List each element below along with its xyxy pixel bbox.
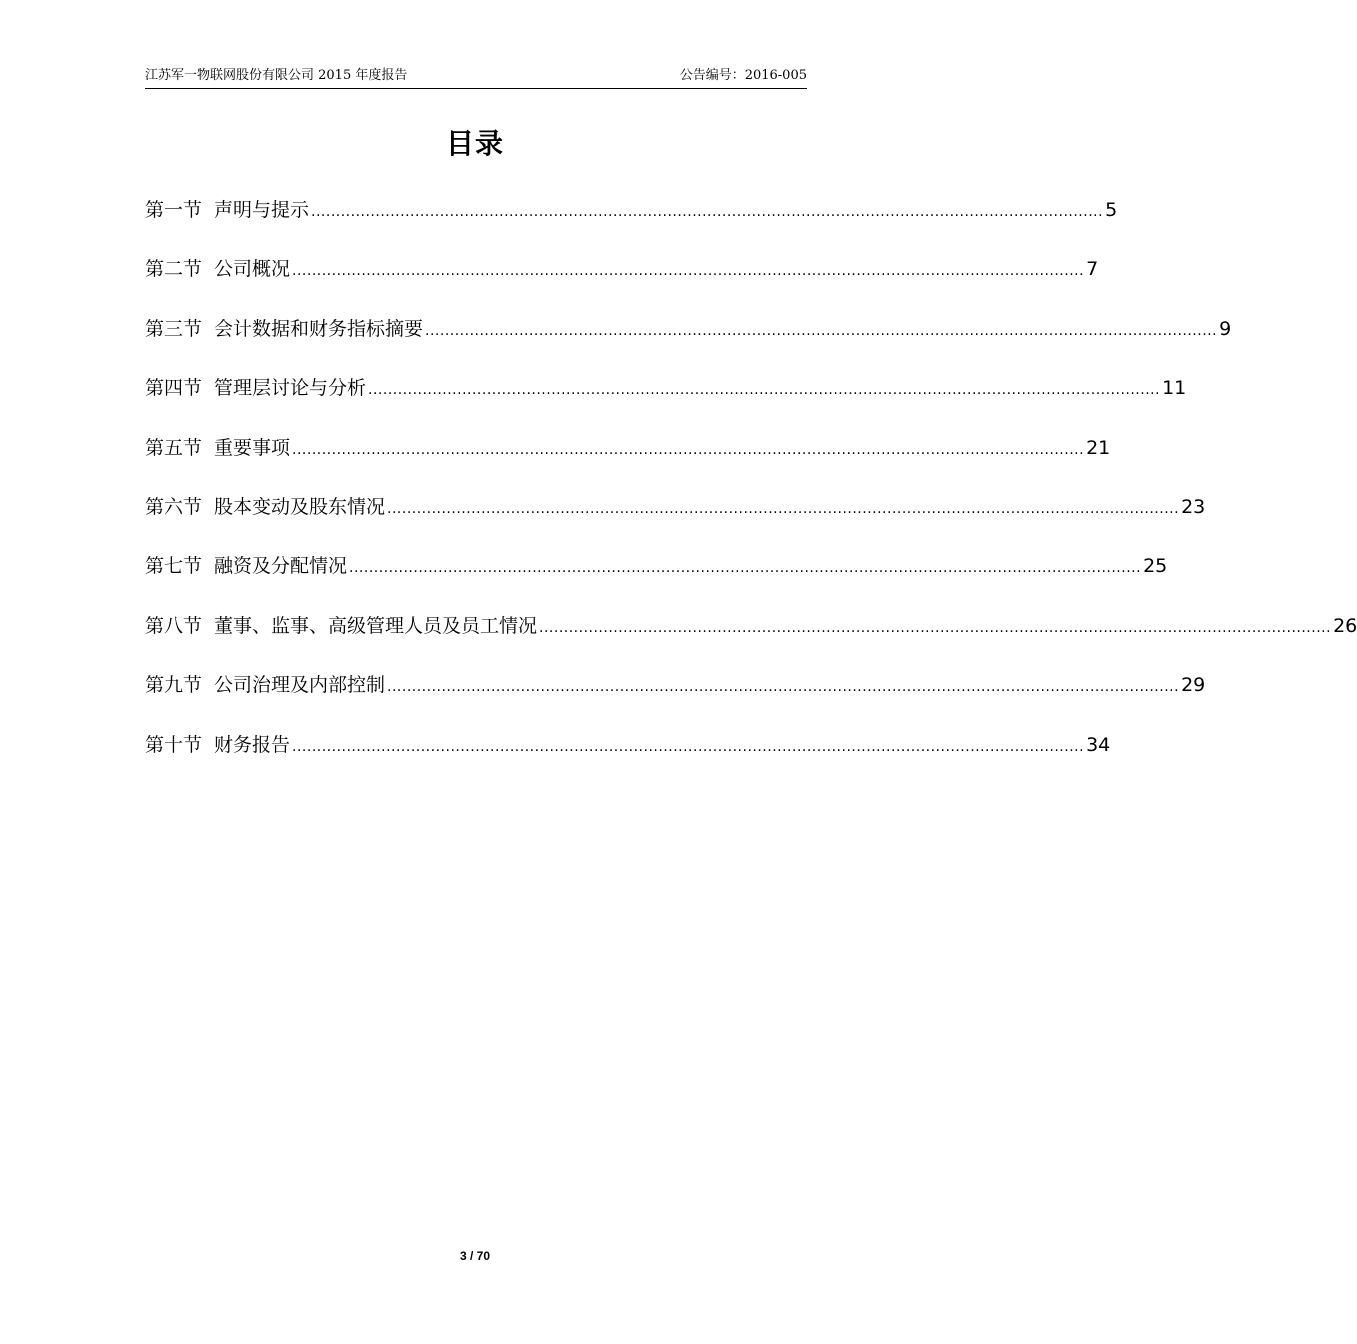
toc-entry[interactable] xyxy=(145,251,1099,310)
toc-page-number: 9 xyxy=(1219,317,1232,340)
toc-section-title: 公司治理及内部控制 xyxy=(214,674,386,697)
toc-section-number: 第七节 xyxy=(145,555,203,578)
toc-page-number: 25 xyxy=(1143,555,1168,578)
toc-section-title: 财务报告 xyxy=(214,733,291,756)
toc-section-number: 第六节 xyxy=(145,495,203,518)
toc-section-title: 公司概况 xyxy=(214,258,291,281)
toc-dot-leader: ................................................................................................................................................................ xyxy=(292,738,1085,755)
toc-section-title: 融资及分配情况 xyxy=(214,555,348,578)
toc-dot-leader: ................................................................................................................................................................ xyxy=(387,679,1180,696)
toc-entry[interactable] xyxy=(145,430,1111,489)
toc-section-number: 第三节 xyxy=(145,317,203,340)
toc-section-number: 第八节 xyxy=(145,614,203,637)
toc-entry[interactable] xyxy=(145,608,1357,667)
toc-section-title: 会计数据和财务指标摘要 xyxy=(214,317,424,340)
toc-dot-leader: ................................................................................................................................................................ xyxy=(387,500,1180,517)
toc-entry[interactable] xyxy=(145,370,1187,429)
page-footer-number: 3 / 70 xyxy=(459,1249,491,1263)
toc-page-number: 23 xyxy=(1181,495,1206,518)
toc-section-title: 声明与提示 xyxy=(214,199,310,221)
toc-page-number: 29 xyxy=(1181,674,1206,697)
table-of-contents xyxy=(145,192,1357,786)
toc-page-number: 34 xyxy=(1086,733,1111,756)
page-header xyxy=(145,66,807,89)
toc-section-title: 管理层讨论与分析 xyxy=(214,377,367,400)
toc-page-number: 21 xyxy=(1086,436,1111,459)
toc-section-number: 第九节 xyxy=(145,674,203,697)
header-announcement-number: 公告编号：2016-005 xyxy=(679,68,807,83)
toc-entry[interactable] xyxy=(145,667,1206,726)
toc-section-title: 股本变动及股东情况 xyxy=(214,495,386,518)
toc-entry[interactable] xyxy=(145,192,1118,251)
toc-page-number: 7 xyxy=(1086,258,1099,281)
toc-section-number: 第十节 xyxy=(145,733,203,756)
toc-dot-leader: ................................................................................................................................................................ xyxy=(311,204,1104,220)
toc-dot-leader: ................................................................................................................................................................ xyxy=(292,441,1085,458)
toc-dot-leader: ................................................................................................................................................................ xyxy=(425,322,1218,339)
toc-section-number: 第一节 xyxy=(145,199,203,221)
page-title: 目录 xyxy=(445,127,504,160)
toc-dot-leader: ................................................................................................................................................................ xyxy=(292,263,1085,280)
toc-page-number: 5 xyxy=(1105,199,1118,221)
toc-section-number: 第四节 xyxy=(145,377,203,400)
toc-entry[interactable] xyxy=(145,489,1206,548)
toc-dot-leader: ................................................................................................................................................................ xyxy=(368,382,1161,399)
toc-dot-leader: ................................................................................................................................................................ xyxy=(539,619,1332,636)
toc-entry[interactable] xyxy=(145,311,1232,370)
toc-entry[interactable] xyxy=(145,727,1111,786)
header-company-report: 江苏军一物联网股份有限公司 2015 年度报告 xyxy=(145,68,408,83)
toc-page-number: 26 xyxy=(1333,614,1357,637)
toc-entry[interactable] xyxy=(145,548,1168,607)
toc-dot-leader: ................................................................................................................................................................ xyxy=(349,560,1142,577)
toc-section-title: 董事、监事、高级管理人员及员工情况 xyxy=(214,614,538,637)
toc-page-number: 11 xyxy=(1162,377,1187,400)
toc-section-number: 第五节 xyxy=(145,436,203,459)
toc-section-number: 第二节 xyxy=(145,258,203,281)
toc-section-title: 重要事项 xyxy=(214,436,291,459)
